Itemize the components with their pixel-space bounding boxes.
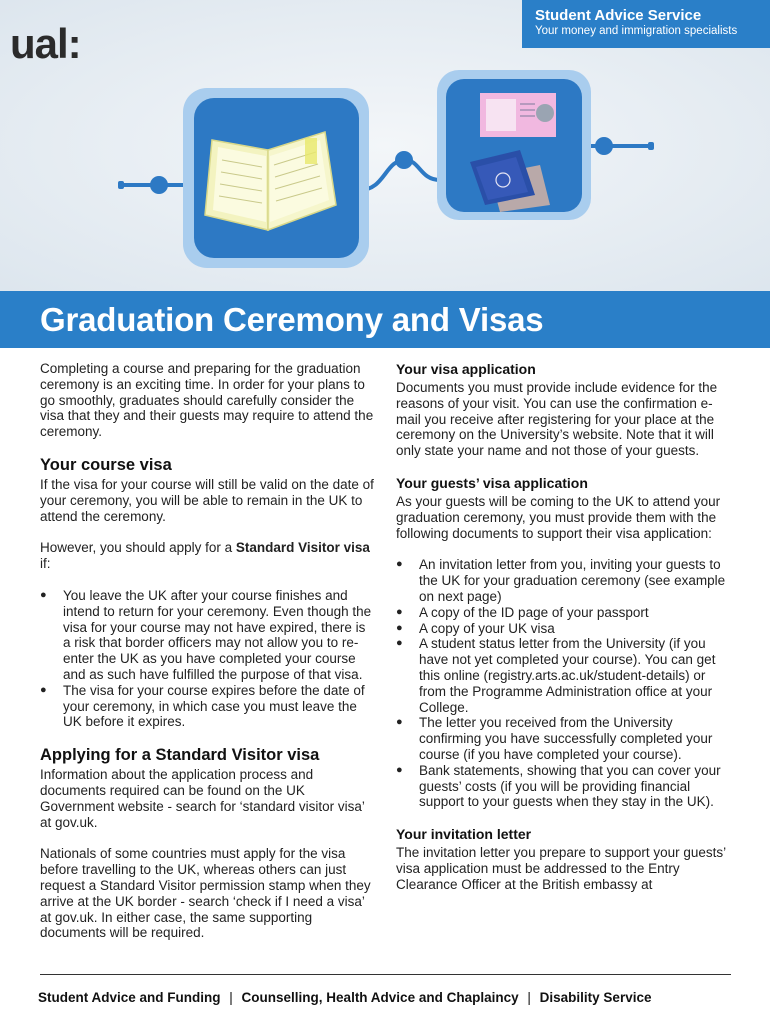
list-item: ● The visa for your course expires before the date of your ceremony, in which case you must leave the UK before it expires. — [40, 683, 374, 730]
guests-visa-heading: Your guests’ visa application — [396, 474, 588, 491]
however-paragraph — [40, 540, 374, 572]
list-item: ● A student status letter from the University (if you have not yet completed your course). You can get this online (registry.arts.ac.uk/student-details) or from the Programme Administration office at your College. — [396, 636, 734, 715]
however-suffix: if: — [40, 556, 51, 572]
visa-application-paragraph: Documents you must provide include evidence for the reasons of your visit. You can use the confirmation e-mail you receive after registering for your place at the ceremony on the University’s website. Note that it will only state your name and not those of your guests. — [396, 380, 718, 459]
footer-item-counselling[interactable]: Counselling, Health Advice and Chaplaincy — [241, 990, 519, 1005]
nationals-paragraph: Nationals of some countries must apply for the visa before travelling to the UK, whereas others can just request a Standard Visitor permission stamp when they arrive at the UK border - search ‘check if I need a visa’ at gov.uk. In either case, the same supporting documents will be required. — [40, 846, 371, 941]
ual-logo: ual: — [10, 20, 81, 67]
course-visa-heading: Your course visa — [40, 455, 172, 474]
footer-item-advice-funding[interactable]: Student Advice and Funding — [38, 990, 221, 1005]
footer — [38, 990, 738, 1005]
list-item: ● Bank statements, showing that you can cover your guests’ costs (if you will be providing financial support to your guests when they stay in the UK). — [396, 763, 734, 810]
footer-separator: | — [527, 990, 531, 1005]
invitation-letter-heading: Your invitation letter — [396, 826, 532, 843]
visa-application-heading: Your visa application — [396, 361, 536, 377]
footer-divider — [40, 974, 731, 975]
list-item: ● A copy of the ID page of your passport — [396, 605, 734, 621]
page-title: Graduation Ceremony and Visas — [40, 301, 544, 338]
service-title: Student Advice Service — [535, 7, 702, 24]
footer-separator: | — [229, 990, 233, 1005]
list-item: ● The letter you received from the University confirming you have successfully completed your course (if you have completed your course). — [396, 715, 734, 762]
footer-item-disability[interactable]: Disability Service — [539, 990, 652, 1005]
book-tile — [183, 88, 369, 268]
left-column — [40, 361, 374, 957]
list-item: ● A copy of your UK visa — [396, 621, 734, 637]
passport-tile — [437, 70, 591, 220]
guests-documents-bullets — [396, 557, 734, 810]
hero-banner — [0, 0, 770, 291]
list-item: ● An invitation letter from you, inviting your guests to the UK for your graduation ceremony (see example on next page) — [396, 557, 734, 604]
service-subtitle: Your money and immigration specialists — [535, 25, 738, 37]
list-item: ● You leave the UK after your course finishes and intend to return for your ceremony. Even though the visa for your course may not have expired, there is a risk that border officers may not allow you to re-enter the UK as you have completed your course and as such have fulfilled the purpose of that visa. — [40, 588, 374, 683]
course-visa-bullets — [40, 588, 374, 730]
service-badge — [522, 0, 770, 48]
however-prefix: However, you should apply for a — [40, 540, 236, 556]
standard-visitor-visa-bold: Standard Visitor visa — [235, 540, 370, 556]
right-column — [396, 361, 734, 909]
intro-paragraph: Completing a course and preparing for the graduation ceremony is an exciting time. In order for your plans to go smoothly, graduates should carefully consider the visa that they and their guests may require to attend the ceremony. — [40, 361, 374, 440]
applying-paragraph: Information about the application process and documents required can be found on the UK Government website - search for ‘standard visitor visa’ at gov.uk. — [40, 767, 365, 830]
title-bar — [0, 291, 770, 348]
course-visa-paragraph: If the visa for your course will still be valid on the date of your ceremony, you will be able to remain in the UK to attend the ceremony. — [40, 476, 374, 524]
guests-visa-paragraph: As your guests will be coming to the UK to attend your graduation ceremony, you must provide them with the following documents to support their visa application: — [396, 493, 721, 541]
invitation-letter-paragraph: The invitation letter you prepare to support your guests’ visa application must be addressed to the Entry Clearance Officer at the British embassy at — [396, 845, 726, 892]
applying-heading: Applying for a Standard Visitor visa — [40, 746, 320, 765]
